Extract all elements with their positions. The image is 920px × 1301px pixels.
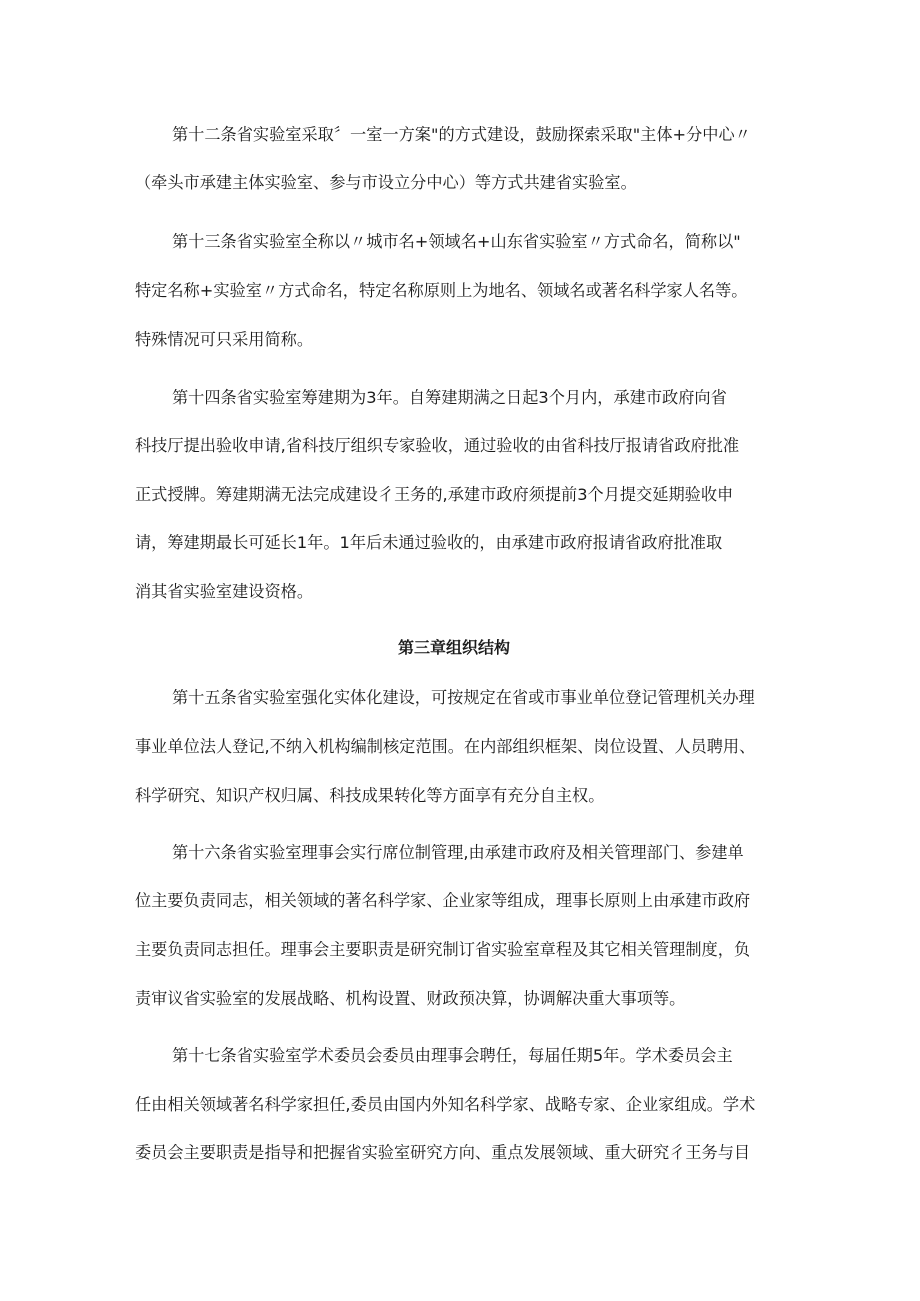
article-13-line-3: 特殊情况可只采用简称。 xyxy=(135,330,314,349)
article-14-line-3: 正式授牌。筹建期满无法完成建设彳王务的,承建市政府须提前3个月提交延期验收申 xyxy=(135,485,734,504)
article-14-line-4: 请，筹建期最长可延长1年。1年后未通过验收的，由承建市政府报请省政府批准取 xyxy=(135,533,723,552)
article-16-line-2: 位主要负责同志，相关领域的著名科学家、企业家等组成，理事长原则上由承建市政府 xyxy=(135,891,751,910)
article-15-line-2: 事业单位法人登记,不纳入机构编制核定范围。在内部组织框架、岗位设置、人员聘用、 xyxy=(135,737,756,756)
article-17-line-3: 委员会主要职责是指导和把握省实验室研究方向、重点发展领域、重大研究彳王务与目 xyxy=(135,1143,751,1162)
article-14-line-2: 科技厅提出验收申请,省科技厅组织专家验收，通过验收的由省科技厅报请省政府批准 xyxy=(135,436,740,455)
chapter-heading: 第三章组织结构 xyxy=(398,638,511,657)
article-16-line-3: 主要负责同志担任。理事会主要职责是研究制订省实验室章程及其它相关管理制度，负 xyxy=(135,940,751,959)
article-16-line-1: 第十六条省实验室理事会实行席位制管理,由承建市政府及相关管理部门、参建单 xyxy=(172,843,744,862)
article-17-line-1: 第十七条省实验室学术委员会委员由理事会聘任，每届任期5年。学术委员会主 xyxy=(172,1046,733,1065)
article-15-line-3: 科学研究、知识产权归属、科技成果转化等方面享有充分自主权。 xyxy=(135,786,605,805)
article-13-line-2: 特定名称+实验室〃方式命名，特定名称原则上为地名、领域名或著名科学家人名等。 xyxy=(135,281,748,300)
article-13-line-1: 第十三条省实验室全称以〃城市名+领域名+山东省实验室〃方式命名，简称以" xyxy=(172,232,741,251)
article-17-line-2: 任由相关领域著名科学家担任,委员由国内外知名科学家、战略专家、企业家组成。学术 xyxy=(135,1095,756,1114)
article-14-line-1: 第十四条省实验室筹建期为3年。自筹建期满之日起3个月内，承建市政府向省 xyxy=(172,388,727,407)
article-14-line-5: 消其省实验室建设资格。 xyxy=(135,582,314,601)
article-16-line-4: 责审议省实验室的发展战略、机构设置、财政预决算，协调解决重大事项等。 xyxy=(135,989,686,1008)
article-15-line-1: 第十五条省实验室强化实体化建设，可按规定在省或市事业单位登记管理机关办理 xyxy=(172,688,755,707)
article-12-line-2: （牵头市承建主体实验室、参与市设立分中心）等方式共建省实验室。 xyxy=(135,173,637,192)
article-12-line-1: 第十二条省实验室采取〞一室一方案"的方式建设，鼓励探索采取"主体+分中心〃 xyxy=(172,125,751,144)
